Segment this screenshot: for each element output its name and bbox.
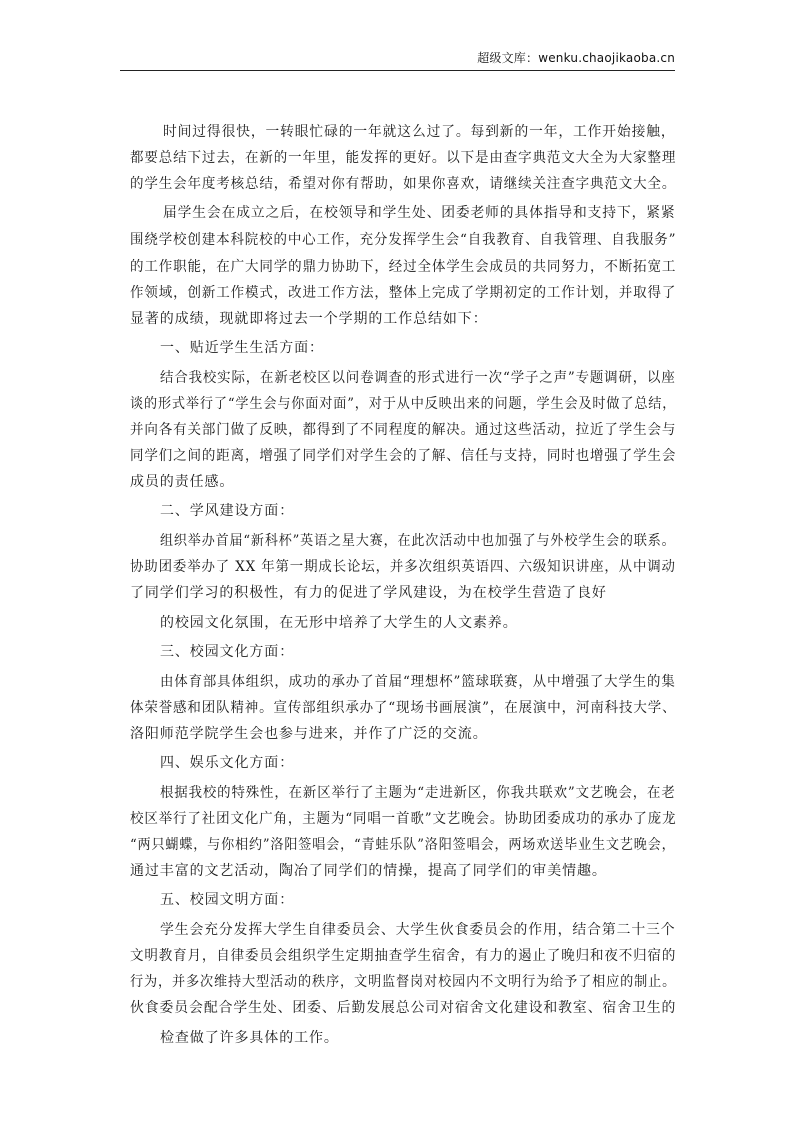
text-line: 文明教育月，自律委员会组织学生定期抽查学生宿舍，有力的遏止了晚归和夜不归宿的 <box>130 948 677 964</box>
page-header <box>120 46 675 71</box>
text-line: 同学们之间的距离，增强了同学们对学生会的了解、信任与支持，同时也增强了学生会 <box>130 448 677 464</box>
text-line: 并向各有关部门做了反映，都得到了不同程度的解决。通过这些活动，拉近了学生会与 <box>130 422 677 438</box>
text-line: 由体育部具体组织，成功的承办了首届“理想杯”篮球联赛，从中增强了大学生的集 <box>160 674 676 690</box>
text-line: 协助团委举办了 XX 年第一期成长论坛，并多次组织英语四、六级知识讲座，从中调动 <box>130 559 676 575</box>
header-site-label: 超级文库：wenku.chaojikaoba.cn <box>477 51 675 65</box>
text-line: 届学生会在成立之后，在校领导和学生处、团委老师的具体指导和支持下，紧紧 <box>163 205 676 221</box>
text-line: 检查做了许多具体的工作。 <box>160 1030 339 1046</box>
text-line: 谈的形式举行了“学生会与你面对面”，对于从中反映出来的问题，学生会及时做了总结， <box>130 396 677 412</box>
text-line: 行为，并多次维持大型活动的秩序，文明监督岗对校园内不文明行为给予了相应的制止。 <box>130 974 677 990</box>
text-line: “两只蝴蝶，与你相约”洛阳签唱会，“青蛙乐队”洛阳签唱会，两场欢送毕业生文艺晚会， <box>130 837 676 853</box>
text-line: 成员的责任感。 <box>130 474 235 490</box>
text-line: 作领域，创新工作模式，改进工作方法，整体上完成了学期初定的工作计划，并取得了 <box>130 285 677 301</box>
text-line: 的学生会年度考核总结，希望对你有帮助，如果你喜欢，请继续关注查字典范文大全。 <box>130 176 677 192</box>
text-line: 伙食委员会配合学生处、团委、后勤发展总公司对宿舍文化建设和教室、宿舍卫生的 <box>130 1000 677 1016</box>
text-line: 体荣誉感和团队精神。宣传部组织承办了“现场书画展演”，在展演中，河南科技大学、 <box>130 700 677 716</box>
text-line: 围绕学校创建本科院校的中心工作，充分发挥学生会“自我教育、自我管理、自我服务” <box>130 232 677 248</box>
text-line: 五、校园文明方面： <box>160 892 295 908</box>
text-line: 通过丰富的文艺活动，陶冶了同学们的情操，提高了同学们的审美情趣。 <box>130 863 607 879</box>
text-line: 组织举办首届“新科杯”英语之星大赛，在此次活动中也加强了与外校学生会的联系。 <box>160 533 676 549</box>
text-line: 校区举行了社团文化广角，主题为“同唱一首歌”文艺晚会。协助团委成功的承办了庞龙 <box>130 811 677 827</box>
text-line: 四、娱乐文化方面： <box>160 755 295 771</box>
text-line: 显著的成绩，现就即将过去一个学期的工作总结如下： <box>130 311 488 327</box>
text-line: 的校园文化氛围，在无形中培养了大学生的人文素养。 <box>160 615 518 631</box>
text-line: 时间过得很快，一转眼忙碌的一年就这么过了。每到新的一年，工作开始接触， <box>163 124 676 140</box>
text-line: 学生会充分发挥大学生自律委员会、大学生伙食委员会的作用，结合第二十三个 <box>160 922 676 938</box>
text-line: 一、贴近学生生活方面： <box>160 340 324 356</box>
text-line: 了同学们学习的积极性，有力的促进了学风建设，为在校学生营造了良好 <box>130 585 607 601</box>
text-line: 根据我校的特殊性，在新区举行了主题为“走进新区，你我共联欢”文艺晚会，在老 <box>160 785 676 801</box>
text-line: 洛阳师范学院学生会也参与进来，并作了广泛的交流。 <box>130 726 488 742</box>
text-line: 都要总结下过去，在新的一年里，能发挥的更好。以下是由查字典范文大全为大家整理 <box>130 150 677 166</box>
text-line: 二、学风建设方面： <box>160 503 295 519</box>
text-line: 三、校园文化方面： <box>160 644 295 660</box>
text-line: 结合我校实际，在新老校区以问卷调查的形式进行一次“学子之声”专题调研，以座 <box>160 370 676 386</box>
text-line: 的工作职能，在广大同学的鼎力协助下，经过全体学生会成员的共同努力，不断拓宽工 <box>130 259 677 275</box>
